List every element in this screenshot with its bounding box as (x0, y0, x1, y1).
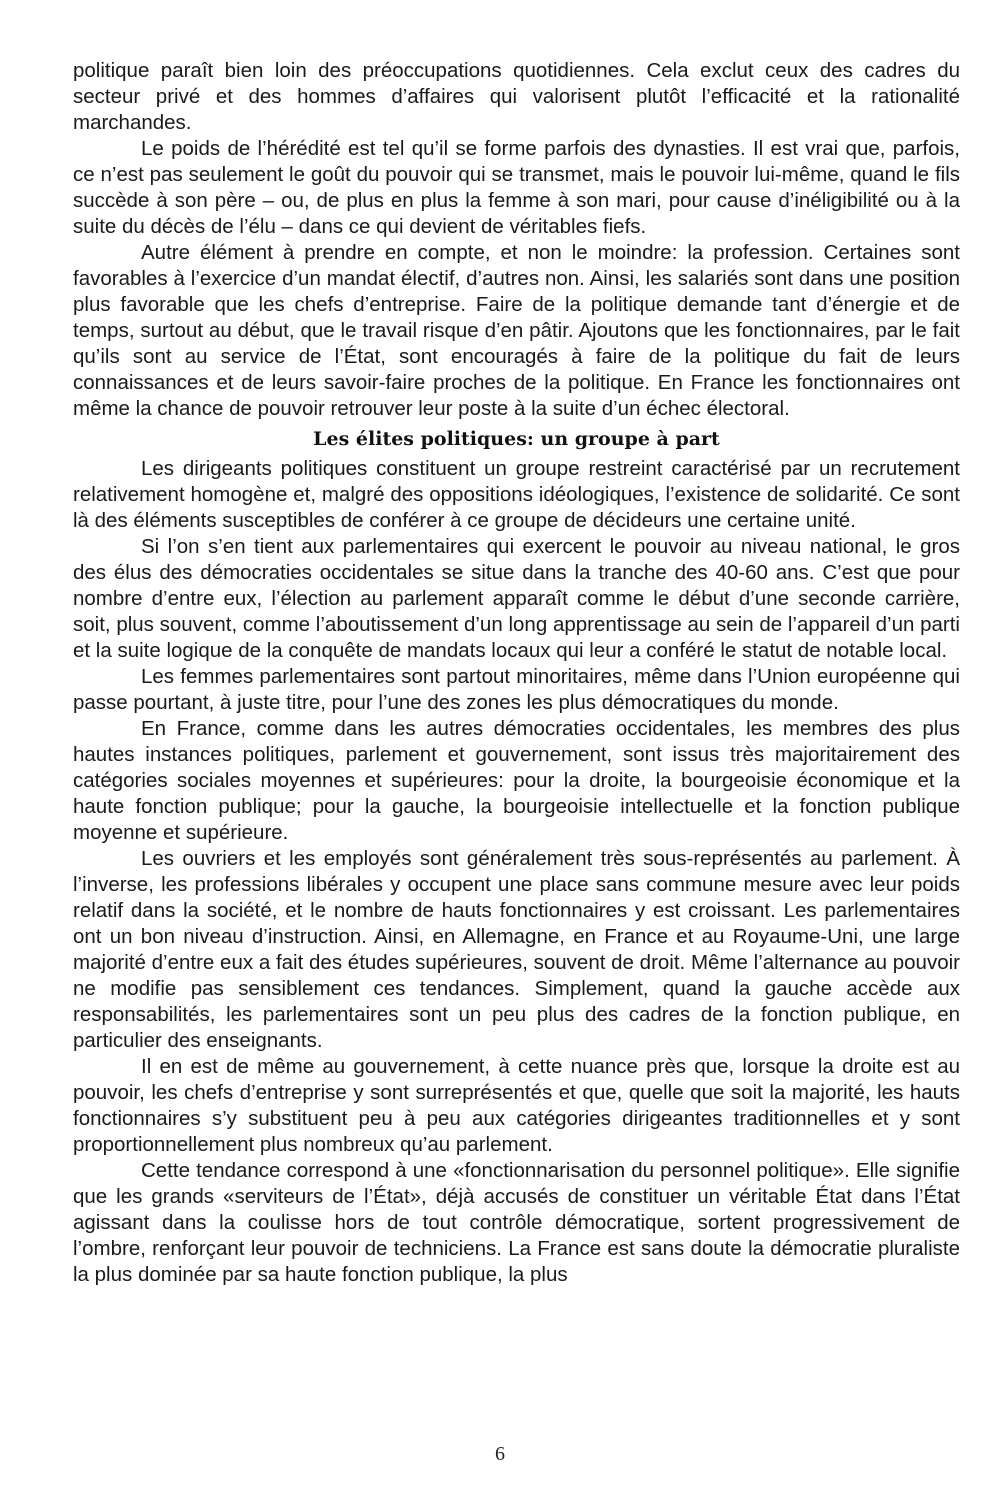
paragraph-heredite: Le poids de l’hérédité est tel qu’il se forme parfois des dynasties. Il est vrai que, parfois, ce n’est pas seulement le goût du pouvoir qui se transmet, mais le pouvoir lui-même, quand le fils succède à son père – ou, de plus en plus la femme à son mari, pour cause d’inéligibilité ou à la suite du décès de l’élu – dans ce qui devient de véritables fiefs. (73, 137, 960, 238)
paragraph-gouvernement: Il en est de même au gouvernement, à cette nuance près que, lorsque la droite est au pouvoir, les chefs d’entreprise y sont surreprésentés et que, quelle que soit la majorité, les hauts fonctionnaires s’y substituent peu à peu aux catégories dirigeantes traditionnelles et y sont proportionnellement plus nombreux qu’au parlement. (73, 1055, 960, 1156)
paragraph-profession: Autre élément à prendre en compte, et non le moindre: la profession. Certaines sont favorables à l’exercice d’un mandat électif, d’autres non. Ainsi, les salariés sont dans une position plus favorable que les chefs d’entreprise. Faire de la politique demande tant d’énergie et de temps, surtout au début, que le travail risque d’en pâtir. Ajoutons que les fonctionnaires, par le fait qu’ils sont au service de l’État, sont encouragés à faire de la politique du fait de leurs connaissances et de leurs savoir-faire proches de la politique. En France les fonctionnaires ont même la chance de pouvoir retrouver leur poste à la suite d’un échec électoral. (73, 241, 960, 420)
paragraph-france: En France, comme dans les autres démocraties occidentales, les membres des plus hautes instances politiques, parlement et gouvernement, sont issus très majoritairement des catégories sociales moyennes et supérieures: pour la droite, la bourgeoisie économique et la haute fonction publique; pour la gauche, la bourgeoisie intellectuelle et la fonction publique moyenne et supérieure. (73, 717, 960, 844)
section-heading: Les élites politiques: un groupe à part (313, 428, 720, 450)
paragraph-femmes: Les femmes parlementaires sont partout minoritaires, même dans l’Union européenne qui passe pourtant, à juste titre, pour l’une des zones les plus démocratiques du monde. (73, 665, 960, 714)
paragraph-continuation: politique paraît bien loin des préoccupations quotidiennes. Cela exclut ceux des cadres du secteur privé et des hommes d’affaires qui valorisent plutôt l’efficacité et la rationalité marchandes. (73, 59, 960, 134)
page-number: 6 (495, 1443, 505, 1465)
body-text (73, 58, 960, 1288)
paragraph-ouvriers: Les ouvriers et les employés sont généralement très sous-représentés au parlement. À l’inverse, les professions libérales y occupent une place sans commune mesure avec leur poids relatif dans la société, et le nombre de hauts fonctionnaires y est croissant. Les parlementaires ont un bon niveau d’instruction. Ainsi, en Allemagne, en France et au Royaume-Uni, une large majorité d’entre eux a fait des études supérieures, souvent de droit. Même l’alternance au pouvoir ne modifie pas sensiblement ces tendances. Simplement, quand la gauche accède aux responsabilités, les parlementaires sont un peu plus des cadres de la fonction publique, en particulier des enseignants. (73, 847, 960, 1052)
paragraph-dirigeants: Les dirigeants politiques constituent un groupe restreint caractérisé par un recrutement relativement homogène et, malgré des oppositions idéologiques, l’existence de solidarité. Ce sont là des éléments susceptibles de conférer à ce groupe de décideurs une certaine unité. (73, 457, 960, 532)
paragraph-parlementaires: Si l’on s’en tient aux parlementaires qui exercent le pouvoir au niveau national, le gros des élus des démocraties occidentales se situe dans la tranche des 40-60 ans. C’est que pour nombre d’entre eux, l’élection au parlement apparaît comme le début d’une seconde carrière, soit, plus souvent, comme l’aboutissement d’un long apprentissage au sein de l’appareil d’un parti et la suite logique de la conquête de mandats locaux qui leur a conféré le statut de notable local. (73, 535, 960, 662)
paragraph-fonctionnarisation: Cette tendance correspond à une «fonctionnarisation du personnel politique». Elle signifie que les grands «serviteurs de l’État», déjà accusés de constituer un véritable État dans l’État agissant dans la coulisse hors de tout contrôle démocratique, sortent progressivement de l’ombre, renforçant leur pouvoir de techniciens. La France est sans doute la démocratie pluraliste la plus dominée par sa haute fonction publique, la plus (73, 1159, 960, 1286)
